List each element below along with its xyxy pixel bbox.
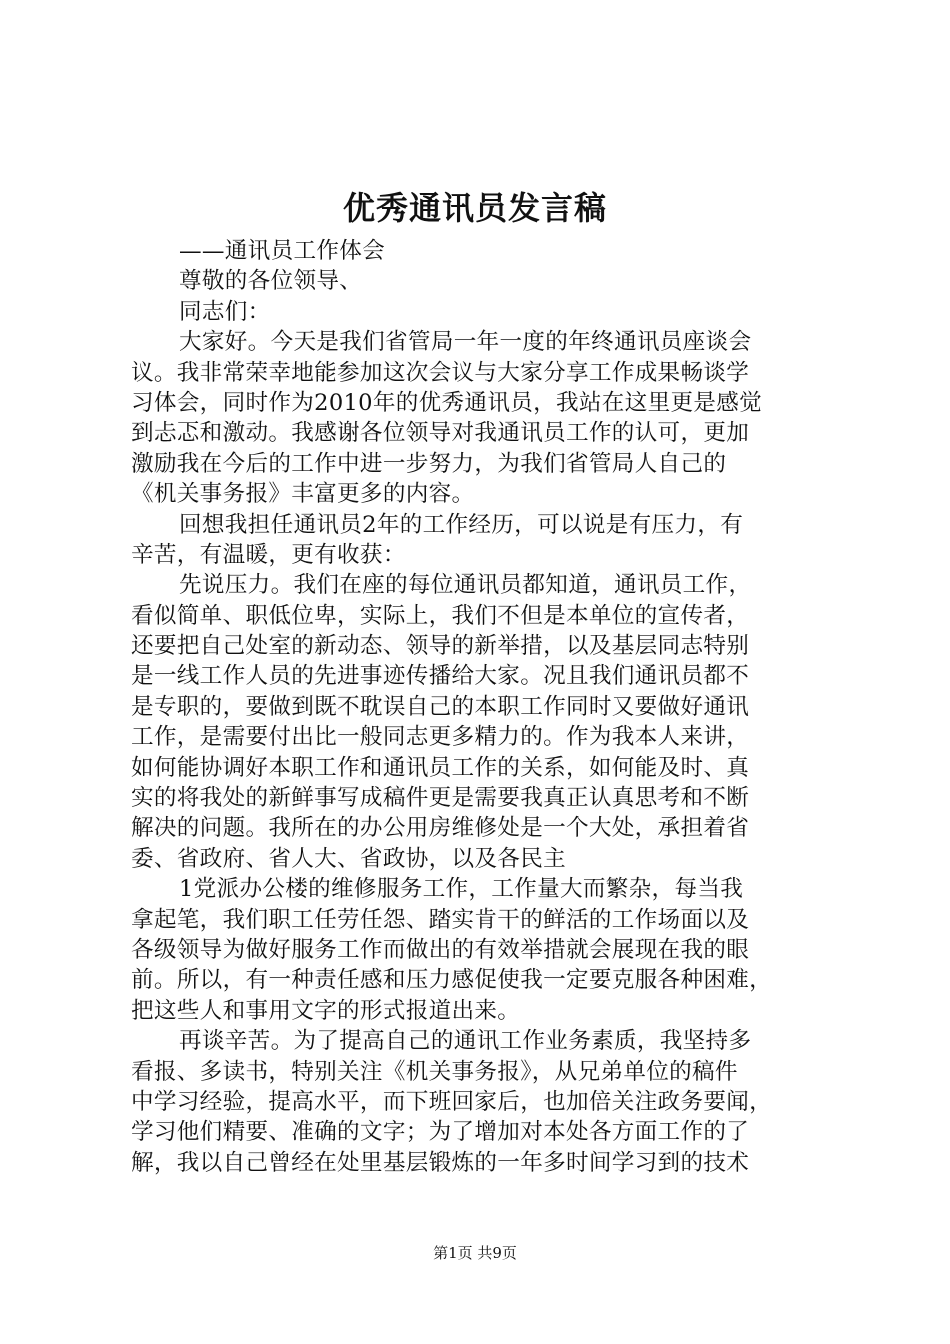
text-line: 同志们：: [179, 298, 271, 325]
text-line: 看似简单、职低位卑，实际上，我们不但是本单位的宣传者，: [131, 602, 750, 629]
text-line: 再谈辛苦。为了提高自己的通讯工作业务素质，我坚持多: [179, 1028, 752, 1055]
text-line: 还要把自己处室的新动态、领导的新举措，以及基层同志特别: [131, 633, 750, 660]
text-line: 到忐忑和激动。我感谢各位领导对我通讯员工作的认可，更加: [131, 420, 750, 447]
text-line: ——通讯员工作体会: [179, 238, 386, 264]
document-title: 优秀通讯员发言稿: [342, 189, 607, 227]
text-line: 中学习经验，提高水平，而下班回家后，也加倍关注政务要闻，: [131, 1088, 773, 1115]
text-line: 先说压力。我们在座的每位通讯员都知道，通讯员工作，: [179, 572, 752, 599]
text-line: 拿起笔，我们职工任劳任怨、踏实肯干的鲜活的工作场面以及: [131, 906, 750, 933]
text-line: 议。我非常荣幸地能参加这次会议与大家分享工作成果畅谈学: [131, 359, 750, 386]
text-line: 前。所以，有一种责任感和压力感促使我一定要克服各种困难，: [131, 967, 773, 994]
text-line: 是专职的，要做到既不耽误自己的本职工作同时又要做好通讯: [131, 693, 750, 720]
text-line: 辛苦，有温暖，更有收获：: [131, 541, 406, 568]
document-body: [131, 236, 837, 1178]
text-line: 解，我以自己曾经在处里基层锻炼的一年多时间学习到的技术: [131, 1149, 750, 1176]
text-line: 各级领导为做好服务工作而做出的有效举措就会展现在我的眼: [131, 936, 750, 963]
text-line: 如何能协调好本职工作和通讯员工作的关系，如何能及时、真: [131, 754, 750, 781]
page-footer: 第1页 共9页: [433, 1244, 517, 1262]
text-line: 激励我在今后的工作中进一步努力，为我们省管局人自己的: [131, 450, 727, 477]
text-line: 回想我担任通讯员2年的工作经历，可以说是有压力，有: [179, 511, 744, 538]
text-line: 1党派办公楼的维修服务工作，工作量大而繁杂，每当我: [179, 876, 744, 903]
text-line: 看报、多读书，特别关注《机关事务报》，从兄弟单位的稿件: [131, 1058, 738, 1085]
text-line: 尊敬的各位领导、: [179, 268, 363, 295]
text-line: 实的将我处的新鲜事写成稿件更是需要我真正认真思考和不断: [131, 785, 750, 812]
text-line: 工作，是需要付出比一般同志更多精力的。作为我本人来讲，: [131, 724, 750, 751]
text-line: 学习他们精要、准确的文字；为了增加对本处各方面工作的了: [131, 1119, 750, 1146]
text-line: 大家好。今天是我们省管局一年一度的年终通讯员座谈会: [179, 329, 752, 356]
text-line: 把这些人和事用文字的形式报道出来。: [131, 997, 521, 1024]
text-line: 委、省政府、省人大、省政协，以及各民主: [131, 845, 566, 872]
text-line: 是一线工作人员的先进事迹传播给大家。况且我们通讯员都不: [131, 663, 750, 690]
text-line: 习体会，同时作为2010年的优秀通讯员，我站在这里更是感觉: [131, 389, 763, 416]
text-line: 解决的问题。我所在的办公用房维修处是一个大处，承担着省: [131, 815, 750, 842]
text-line: 《机关事务报》丰富更多的内容。: [131, 481, 475, 508]
